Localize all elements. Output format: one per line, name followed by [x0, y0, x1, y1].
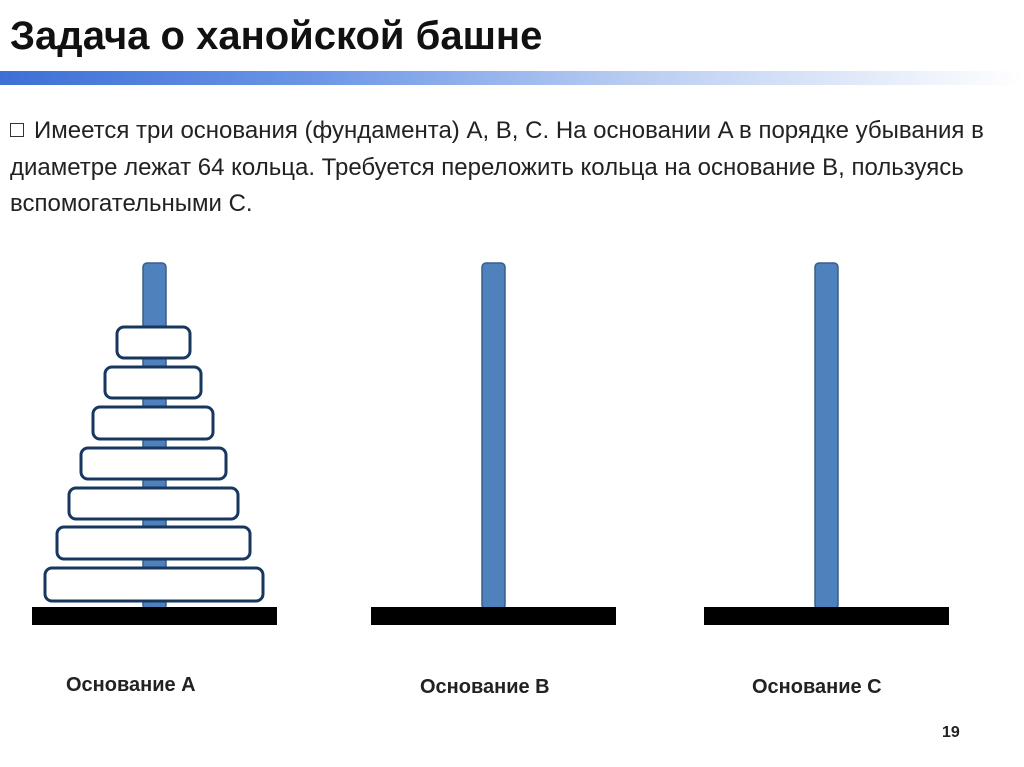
- label-base-b: Основание B: [420, 676, 550, 698]
- ring-1: [117, 327, 190, 358]
- ring-7: [45, 568, 263, 601]
- peg-c: [815, 263, 838, 609]
- page-number: 19: [942, 724, 960, 741]
- ring-2: [105, 367, 201, 398]
- base-c: [704, 607, 949, 625]
- tower-b: [371, 263, 616, 625]
- slide-title: Задача о ханойской башне: [10, 14, 543, 58]
- label-base-a: Основание A: [66, 674, 196, 696]
- peg-b: [482, 263, 505, 609]
- ring-4: [81, 448, 226, 479]
- label-base-c: Основание C: [752, 676, 882, 698]
- tower-a: [32, 263, 277, 625]
- base-a: [32, 607, 277, 625]
- ring-5: [69, 488, 238, 519]
- problem-statement-text: Имеется три основания (фундамента) A, B, C. На основании A в порядке убывания в диаметре лежат 64 кольца. Требуется переложить кольца на основание B, пользуясь вспомогательными C.: [10, 117, 984, 217]
- tower-c: [704, 263, 949, 625]
- ring-3: [93, 407, 213, 439]
- ring-6: [57, 527, 250, 559]
- base-b: [371, 607, 616, 625]
